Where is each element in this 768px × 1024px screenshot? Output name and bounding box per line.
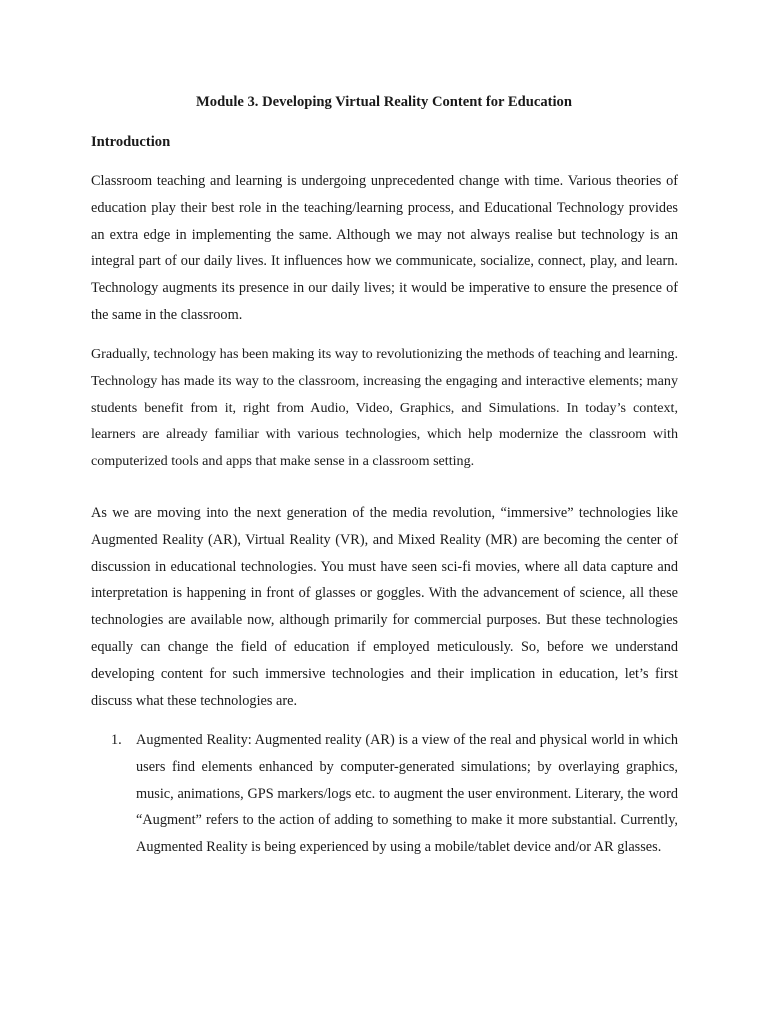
list-item [91, 727, 678, 861]
numbered-list [91, 727, 678, 861]
paragraph: Classroom teaching and learning is undergoing unprecedented change with time. Various theories of education play their best role in the teaching/learning process, and Educational Technology provides an extra edge in implementing the same. Although we may not always realise but technology is an integral part of our daily lives. It influences how we communicate, socialize, connect, play, and learn. Technology augments its presence in our daily lives; it would be imperative to ensure the presence of the same in the classroom. [91, 173, 678, 323]
page-title: Module 3. Developing Virtual Reality Content for Education [196, 94, 572, 110]
list-item-number: 1. [111, 732, 122, 748]
list-item-text: Augmented Reality: Augmented reality (AR) is a view of the real and physical world in which users find elements enhanced by computer-generated simulations; by overlaying graphics, music, animations, GPS markers/logs etc. to augment the user environment. Literary, the word “Augment” refers to the action of adding to something to make it more substantial. Currently, Augmented Reality is being experienced by using a mobile/tablet device and/or AR glasses. [136, 732, 678, 856]
paragraph: Gradually, technology has been making its way to revolutionizing the methods of teaching and learning. Technology has made its way to the classroom, increasing the engaging and interactive elements; many students benefit from it, right from Audio, Video, Graphics, and Simulations. In today’s context, learners are already familiar with various technologies, which help modernize the classroom with computerized tools and apps that make sense in a classroom setting. [91, 346, 678, 470]
paragraph: As we are moving into the next generation of the media revolution, “immersive” technologies like Augmented Reality (AR), Virtual Reality (VR), and Mixed Reality (MR) are becoming the center of discussion in educational technologies. You must have seen sci-fi movies, where all data capture and interpretation is happening in front of glasses or goggles. With the advancement of science, all these technologies are available now, although primarily for commercial purposes. But these technologies equally can change the field of education if employed meticulously. So, before we understand developing content for such immersive technologies and their implication in education, let’s first discuss what these technologies are. [91, 505, 678, 709]
section-heading-introduction: Introduction [91, 134, 171, 150]
